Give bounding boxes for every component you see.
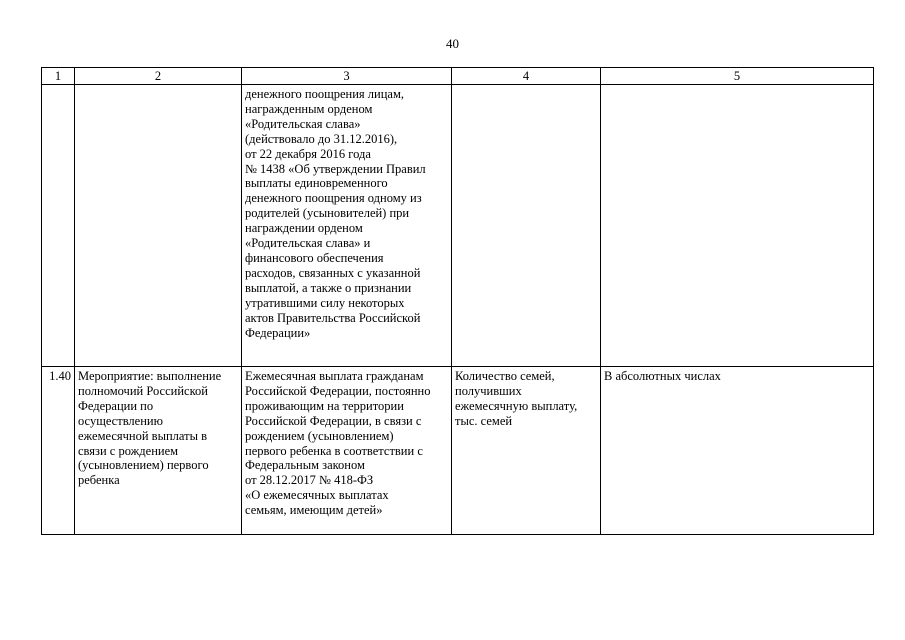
column-header-5: 5 (601, 68, 874, 85)
table-header-row (42, 68, 874, 85)
column-header-3: 3 (242, 68, 452, 85)
column-header-2: 2 (75, 68, 242, 85)
page-number: 40 (446, 36, 459, 51)
table-row (42, 85, 874, 367)
indicator-cell (452, 85, 601, 367)
legal-basis-cell: денежного поощрения лицам, награжденным орденом «Родительская слава» (действовало до 31.12.2016), от 22 декабря 2016 года № 1438 «Об утверждении Правил выплаты единовременного денежного поощрения одному из родителей (усыновителей) при награждении орденом «Родительская слава» и финансового обеспечения расходов, связанных с указанной выплатой, а также о признании утратившими силу некоторых актов Правительства Российской Федерации» (242, 85, 452, 367)
indicator-cell: Количество семей, получивших ежемесячную выплату, тыс. семей (452, 367, 601, 535)
unit-cell (601, 85, 874, 367)
legal-basis-cell: Ежемесячная выплата гражданам Российской Федерации, постоянно проживающим на территории Российской Федерации, в связи с рождением (усыновлением) первого ребенка в соответствии с Федеральным законом от 28.12.2017 № 418-ФЗ «О ежемесячных выплатах семьям, имеющим детей» (242, 367, 452, 535)
unit-cell: В абсолютных числах (601, 367, 874, 535)
row-number-cell: 1.40 (42, 367, 75, 535)
measure-cell (75, 85, 242, 367)
measure-cell: Мероприятие: выполнение полномочий Российской Федерации по осуществлению ежемесячной выплаты в связи с рождением (усыновлением) первого ребенка (75, 367, 242, 535)
row-number-cell (42, 85, 75, 367)
column-header-1: 1 (42, 68, 75, 85)
table-row (42, 367, 874, 535)
column-header-4: 4 (452, 68, 601, 85)
document-table (41, 67, 874, 535)
